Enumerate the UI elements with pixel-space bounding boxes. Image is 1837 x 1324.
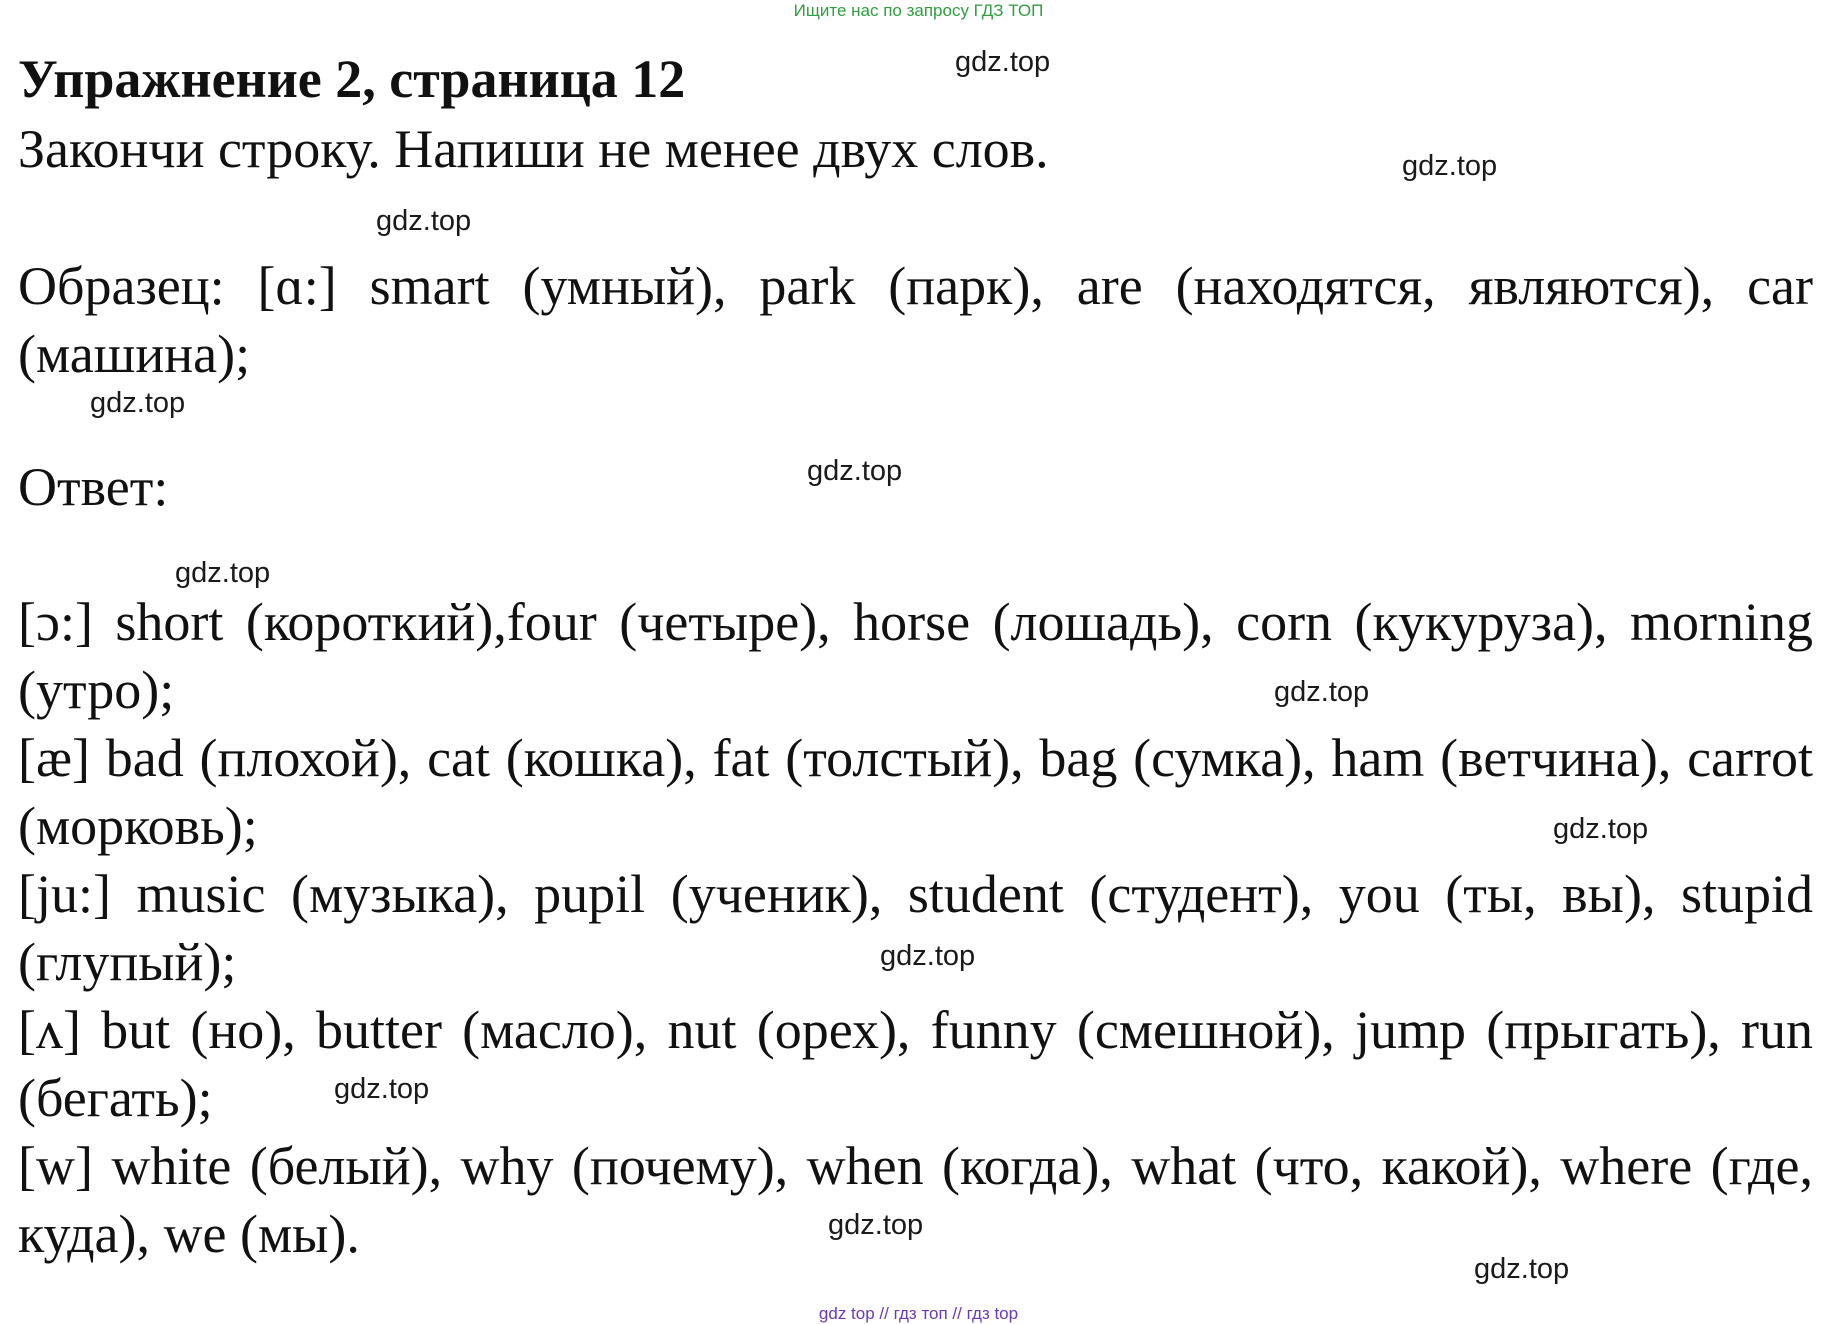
- watermark: gdz.top: [175, 557, 271, 589]
- task-text: Закончи строку. Напиши не менее двух слов.: [18, 119, 1049, 179]
- answer-line: [æ] bad (плохой), cat (кошка), fat (толстый), bag (сумка), ham (ветчина), carrot (морковь);: [18, 728, 1813, 856]
- watermark: gdz.top: [334, 1073, 430, 1105]
- answer-line: [ɔ:] short (короткий),four (четыре), horse (лошадь), corn (кукуруза), morning (утро);: [18, 592, 1813, 720]
- answer-list: [18, 588, 1813, 1268]
- answer-line: [ʌ] but (но), butter (масло), nut (орех), funny (смешной), jump (прыгать), run (бегать);: [18, 1000, 1813, 1128]
- top-banner: Ищите нас по запросу ГДЗ ТОП: [793, 1, 1044, 20]
- watermark: gdz.top: [955, 46, 1051, 78]
- watermark: gdz.top: [90, 387, 186, 419]
- watermark: gdz.top: [1474, 1253, 1570, 1285]
- footer-links: gdz top // гдз топ // гдз top: [818, 1304, 1019, 1323]
- exercise-title: Упражнение 2, страница 12: [18, 49, 686, 109]
- watermark: gdz.top: [807, 455, 903, 487]
- watermark: gdz.top: [1553, 813, 1649, 845]
- answer-label: Ответ:: [18, 457, 169, 517]
- sample-text: Образец: [ɑ:] smart (умный), park (парк), are (находятся, являются), car (машина);: [18, 256, 1813, 384]
- watermark: gdz.top: [880, 940, 976, 972]
- watermark: gdz.top: [376, 205, 472, 237]
- watermark: gdz.top: [1274, 676, 1370, 708]
- answer-line: [w] white (белый), why (почему), when (когда), what (что, какой), where (где, куда), we (мы).: [18, 1136, 1813, 1264]
- watermark: gdz.top: [1402, 150, 1498, 182]
- watermark: gdz.top: [828, 1209, 924, 1241]
- answer-line: [ju:] music (музыка), pupil (ученик), student (студент), you (ты, вы), stupid (глупый);: [18, 864, 1813, 992]
